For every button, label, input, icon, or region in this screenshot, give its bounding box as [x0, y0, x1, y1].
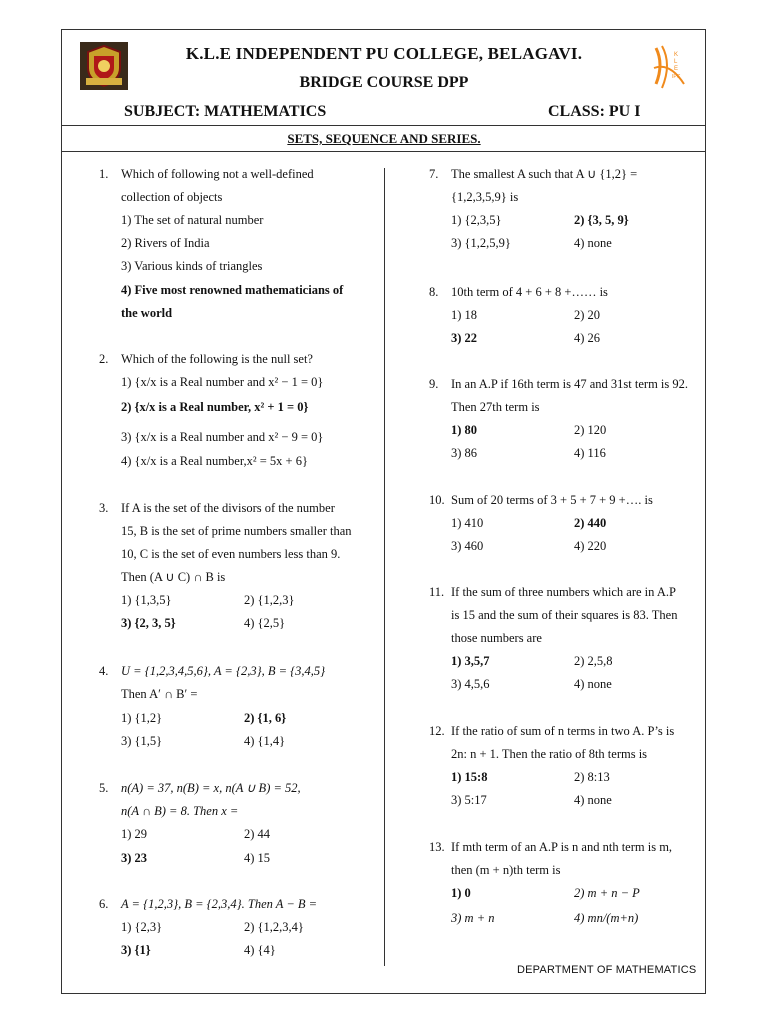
option: 3) 5:17 [451, 793, 487, 807]
option: 4) {1,4} [244, 734, 286, 748]
option: 4) {x/x is a Real number,x² = 5x + 6} [121, 454, 308, 468]
option: 4) none [574, 677, 612, 691]
option: 3) 4,5,6 [451, 677, 490, 691]
svg-text:K: K [674, 52, 679, 58]
correct-option: 2) {x/x is a Real number, x² + 1 = 0} [121, 400, 309, 414]
svg-text:E: E [674, 66, 679, 72]
correct-option-cont: the world [121, 306, 173, 320]
question-8: 8. 10th term of 4 + 6 + 8 +…… is 1) 18 2) 20 3) 22 4) 26 [429, 281, 699, 353]
question-13: 13. If mth term of an A.P is n and nth term is m, then (m + n)th term is 1) 0 2) m + n − P 3) m + n 4) mn/(m+n) [429, 836, 699, 936]
option: 2) 20 [574, 308, 601, 322]
option: 3) Various kinds of triangles [121, 259, 263, 273]
question-5: 5. n(A) = 37, n(B) = x, n(A ∪ B) = 52, n(A ∩ B) = 8. Then x = 1) 29 2) 44 3) 23 4) 15 [99, 777, 379, 872]
question-2: 2. Which of the following is the null set? 1) {x/x is a Real number and x² − 1 = 0} 2) {x/x is a Real number, x² + 1 = 0} 3) {x/x is a Real number and x² − 9 = 0} 4) {x/x is a Real number,x² = 5x + 6} [99, 348, 379, 473]
option: 4) {2,5} [244, 616, 286, 630]
correct-option: 2) {3, 5, 9} [574, 213, 629, 227]
column-divider [384, 168, 385, 966]
header-divider [61, 125, 706, 126]
option: 2) {1,2,3,4} [244, 920, 304, 934]
option: 2) 8:13 [574, 770, 610, 784]
question-4: 4. U = {1,2,3,4,5,6}, A = {2,3}, B = {3,4,5} Then A′ ∩ B′ = 1) {1,2} 2) {1, 6} 3) {1,5} 4) {1,4} [99, 660, 379, 755]
option: 1) The set of natural number [121, 213, 264, 227]
option: 4) none [574, 793, 612, 807]
option: 2) m + n − P [574, 886, 640, 900]
topic-title: SETS, SEQUENCE AND SERIES. [287, 131, 481, 146]
option: 4) none [574, 236, 612, 250]
option: 3) {1,5} [121, 734, 163, 748]
option: 3) 460 [451, 539, 484, 553]
option: 2) {1,2,3} [244, 593, 295, 607]
correct-option: 4) Five most renowned mathematicians of [121, 283, 344, 297]
option: 4) 220 [574, 539, 607, 553]
option: 2) 120 [574, 423, 607, 437]
option: 4) 15 [244, 851, 271, 865]
question-12: 12. If the ratio of sum of n terms in two A. P’s is 2n: n + 1. Then the ratio of 8th terms is 1) 15:8 2) 8:13 3) 5:17 4) none [429, 720, 699, 815]
correct-option: 3) {1} [121, 943, 151, 957]
option: 2) 44 [244, 827, 271, 841]
question-11: 11. If the sum of three numbers which are in A.P is 15 and the sum of their squares is 83. Then those numbers are 1) 3,5,7 2) 2,5,8 3) 4,5,6 4) none [429, 581, 699, 699]
correct-option: 2) {1, 6} [244, 711, 287, 725]
correct-option: 3) 22 [451, 331, 478, 345]
question-9: 9. In an A.P if 16th term is 47 and 31st term is 92. Then 27th term is 1) 80 2) 120 3) 86 4) 116 [429, 373, 699, 468]
correct-option: 1) 80 [451, 423, 478, 437]
college-title: K.L.E INDEPENDENT PU COLLEGE, BELAGAVI. [185, 44, 583, 63]
footer-department: DEPARTMENT OF MATHEMATICS [517, 964, 697, 976]
correct-option: 3) {2, 3, 5} [121, 616, 176, 630]
correct-option: 2) 440 [574, 516, 607, 530]
question-3: 3. If A is the set of the divisors of the number 15, B is the set of prime numbers smaller than 10, C is the set of even numbers less than 9. Then (A ∪ C) ∩ B is 1) {1,3,5} 2) {1,2,3} 3) {2, 3, 5} 4) {2,5} [99, 497, 379, 637]
option: 1) {1,3,5} [121, 593, 172, 607]
option: 4) 116 [574, 446, 606, 460]
question-10: 10. Sum of 20 terms of 3 + 5 + 7 + 9 +…. is 1) 410 2) 440 3) 460 4) 220 [429, 489, 699, 561]
option: 1) 29 [121, 827, 148, 841]
option: 3) {1,2,5,9} [451, 236, 511, 250]
correct-option: 1) 0 [451, 886, 471, 900]
subject-label: SUBJECT: MATHEMATICS [124, 103, 327, 120]
question-7: 7. The smallest A such that A ∪ {1,2} = {1,2,3,5,9} is 1) {2,3,5} 2) {3, 5, 9} 3) {1,2,5,9} 4) none [429, 163, 699, 258]
correct-option: 1) 15:8 [451, 770, 488, 784]
question-1: 1. Which of following not a well-defined collection of objects 1) The set of natural number 2) Rivers of India 3) Various kinds of triangles 4) Five most renowned mathematicians of the world [99, 163, 379, 323]
class-label: CLASS: PU I [548, 103, 641, 120]
course-title: BRIDGE COURSE DPP [299, 74, 469, 91]
option: 1) {2,3,5} [451, 213, 502, 227]
option: 1) {1,2} [121, 711, 163, 725]
correct-option: 3) 23 [121, 851, 148, 865]
option: 2) 2,5,8 [574, 654, 613, 668]
question-6: 6. A = {1,2,3}, B = {2,3,4}. Then A − B = 1) {2,3} 2) {1,2,3,4} 3) {1} 4) {4} [99, 893, 379, 965]
topic-divider [61, 151, 706, 152]
option: 2) Rivers of India [121, 236, 210, 250]
option: 3) 86 [451, 446, 478, 460]
correct-option: 1) 3,5,7 [451, 654, 490, 668]
option: 4) mn/(m+n) [574, 911, 639, 925]
option: 4) {4} [244, 943, 276, 957]
svg-text:IPC: IPC [672, 74, 681, 80]
option: 1) 18 [451, 308, 478, 322]
option: 1) {x/x is a Real number and x² − 1 = 0} [121, 375, 324, 389]
option: 4) 26 [574, 331, 601, 345]
option: 3) m + n [451, 911, 495, 925]
option: 1) {2,3} [121, 920, 163, 934]
option: 1) 410 [451, 516, 484, 530]
svg-text:L: L [674, 59, 678, 65]
option: 3) {x/x is a Real number and x² − 9 = 0} [121, 430, 324, 444]
